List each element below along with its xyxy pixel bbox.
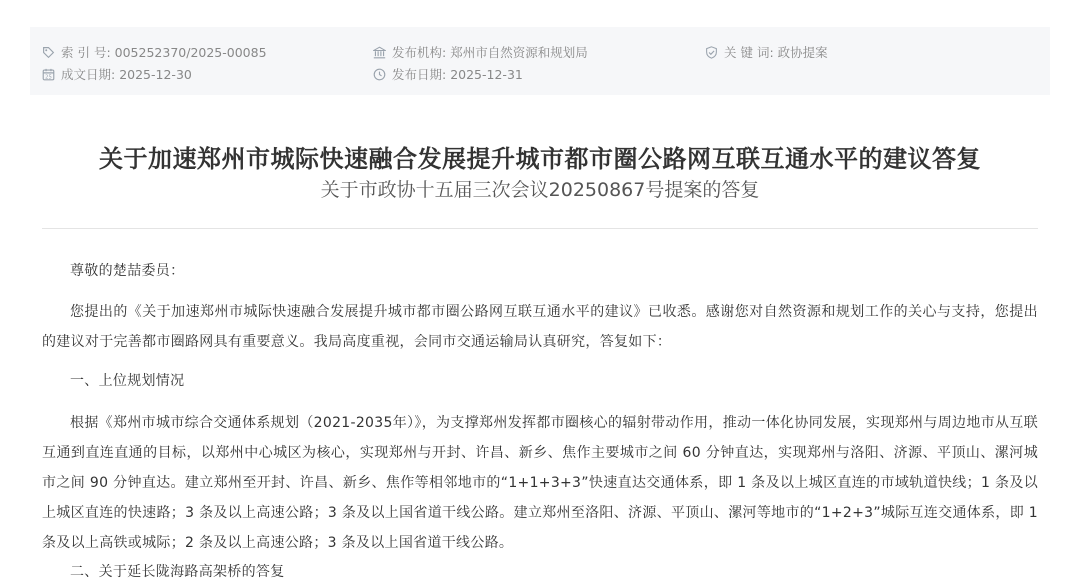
meta-org-label: 发布机构: xyxy=(392,45,447,60)
meta-keywords-label: 关 键 词: xyxy=(724,45,774,60)
shield-check-icon xyxy=(705,46,718,59)
clock-icon xyxy=(373,68,386,81)
title-divider xyxy=(42,228,1038,229)
institution-icon xyxy=(373,46,386,59)
meta-index xyxy=(42,43,267,61)
section-heading-1: 一、上位规划情况 xyxy=(70,373,185,389)
meta-index-value: 005252370/2025-00085 xyxy=(114,44,267,60)
calendar-icon xyxy=(42,68,55,81)
document-subtitle: 关于市政协十五届三次会议20250867号提案的答复 xyxy=(320,179,760,201)
meta-published xyxy=(373,65,523,83)
section-heading-2: 二、关于延长陇海路高架桥的答复 xyxy=(70,564,285,580)
meta-published-value: 2025-12-31 xyxy=(450,66,523,82)
meta-created xyxy=(42,65,192,83)
meta-keywords xyxy=(705,43,828,61)
document-title: 关于加速郑州市城际快速融合发展提升城市都市圈公路网互联互通水平的建议答复 xyxy=(99,145,981,173)
meta-index-label: 索 引 号: xyxy=(61,45,111,60)
svg-text:25: 25 xyxy=(45,74,52,81)
document-meta-panel xyxy=(30,27,1050,95)
meta-keywords-value: 政协提案 xyxy=(777,45,828,60)
tag-icon xyxy=(42,46,55,59)
salutation: 尊敬的楚喆委员： xyxy=(70,263,185,279)
meta-created-value: 2025-12-30 xyxy=(119,66,192,82)
paragraph-acknowledgement: 您提出的《关于加速郑州市城际快速融合发展提升城市都市圈公路网互联互通水平的建议》已收悉。感谢您对自然资源和规划工作的关心与支持，您提出的建议对于完善都市圈路网具有重要意义。我局高度重视，会同市交通运输局认真研究，答复如下： xyxy=(42,304,1038,350)
paragraph-planning: 根据《郑州市城市综合交通体系规划（2021-2035年）》，为支撑郑州发挥都市圈核心的辐射带动作用，推动一体化协同发展，实现郑州与周边地市从互联互通到直连直通的目标，以郑州中心城区为核心，实现郑州与开封、许昌、新乡、焦作主要城市之间 60 分钟直达，实现郑州与洛阳、济源、平顶山、漯河城市之间 90 分钟直达。建立郑州至开封、许昌、新乡、焦作等相邻地市的“1+1+3+3”快速直达交通体系，即 1 条及以上城区直连的市域轨道快线；1 条及以上城区直连的快速路；3 条及以上高速公路；3 条及以上国省道干线公路。建立郑州至洛阳、济源、平顶山、漯河等地市的“1+2+3”城际互连交通体系，即 1 条及以上高铁或城际；2 条及以上高速公路；3 条及以上国省道干线公路。 xyxy=(42,415,1038,551)
meta-published-label: 发布日期: xyxy=(392,67,447,82)
meta-created-label: 成文日期: xyxy=(61,67,116,82)
meta-org-value: 郑州市自然资源和规划局 xyxy=(450,45,588,60)
meta-org xyxy=(373,43,588,61)
